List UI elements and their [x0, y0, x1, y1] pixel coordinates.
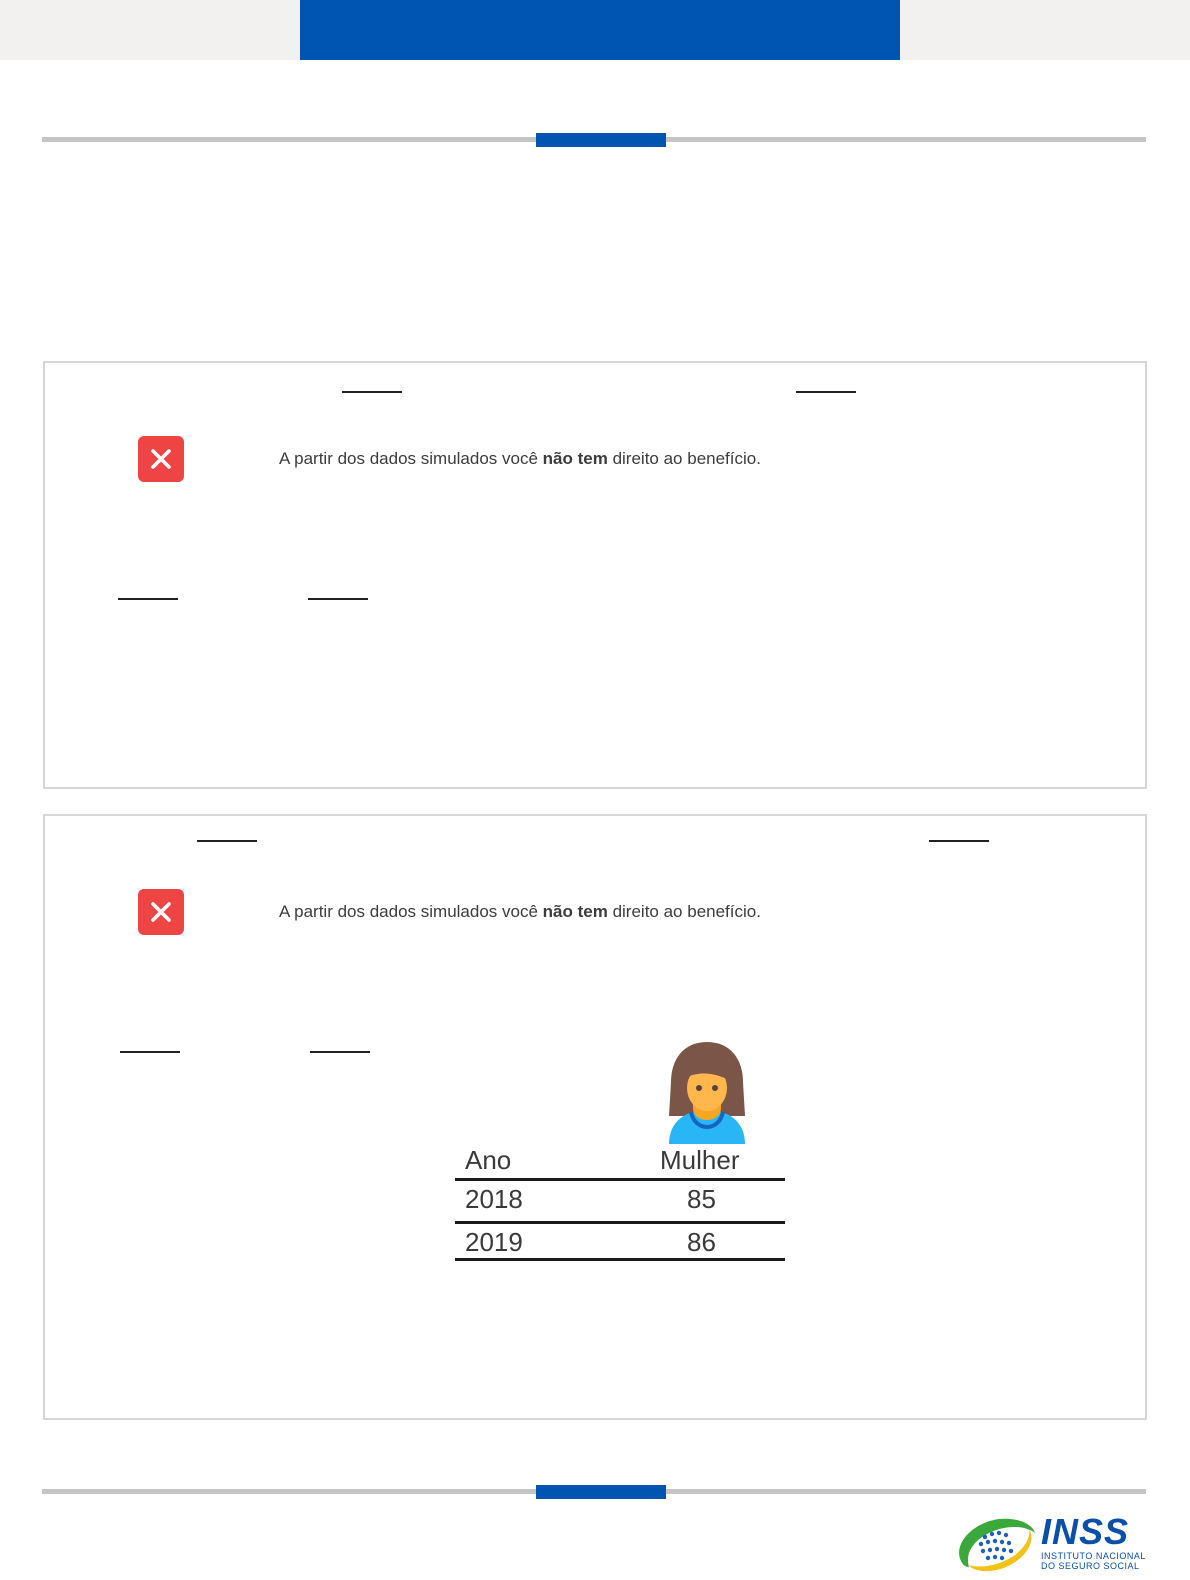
data-table	[455, 1136, 785, 1261]
top-header-accent	[300, 0, 900, 60]
column-header-mulher: Mulher	[660, 1145, 740, 1175]
cell-mulher: 86	[687, 1227, 716, 1257]
blank-line	[120, 1051, 180, 1053]
table-row	[455, 1178, 785, 1221]
result-panel-2	[43, 814, 1147, 1420]
blank-line	[310, 1051, 370, 1053]
inss-logo-mark	[955, 1515, 1039, 1573]
blank-line	[308, 598, 368, 600]
top-divider-tab	[536, 133, 666, 147]
close-icon	[149, 447, 173, 471]
logo-subtitle-line1: INSTITUTO NACIONAL	[1041, 1551, 1146, 1561]
result-message-emphasis: não tem	[542, 449, 608, 468]
logo-subtitle-line2: DO SEGURO SOCIAL	[1041, 1561, 1140, 1571]
cell-ano: 2019	[465, 1227, 523, 1257]
blank-line	[929, 840, 989, 842]
cell-mulher: 85	[687, 1184, 716, 1214]
table-header	[455, 1136, 785, 1178]
close-icon	[149, 900, 173, 924]
column-header-ano: Ano	[465, 1145, 512, 1175]
result-message: A partir dos dados simulados você não tem direito ao benefício.	[279, 902, 761, 921]
blank-line	[342, 391, 402, 393]
blank-line	[796, 391, 856, 393]
bottom-divider-tab	[536, 1485, 666, 1499]
blank-line	[197, 840, 257, 842]
inss-logo	[955, 1511, 1150, 1575]
status-badge	[138, 436, 184, 482]
cell-ano: 2018	[465, 1184, 523, 1214]
woman-avatar-icon	[665, 1038, 749, 1144]
result-message: A partir dos dados simulados você não tem direito ao benefício.	[279, 449, 761, 468]
result-panel-1	[43, 361, 1147, 789]
result-message-emphasis: não tem	[542, 902, 608, 921]
blank-line	[118, 598, 178, 600]
table-row	[455, 1221, 785, 1261]
logo-wordmark: INSS	[1041, 1511, 1130, 1552]
status-badge	[138, 889, 184, 935]
